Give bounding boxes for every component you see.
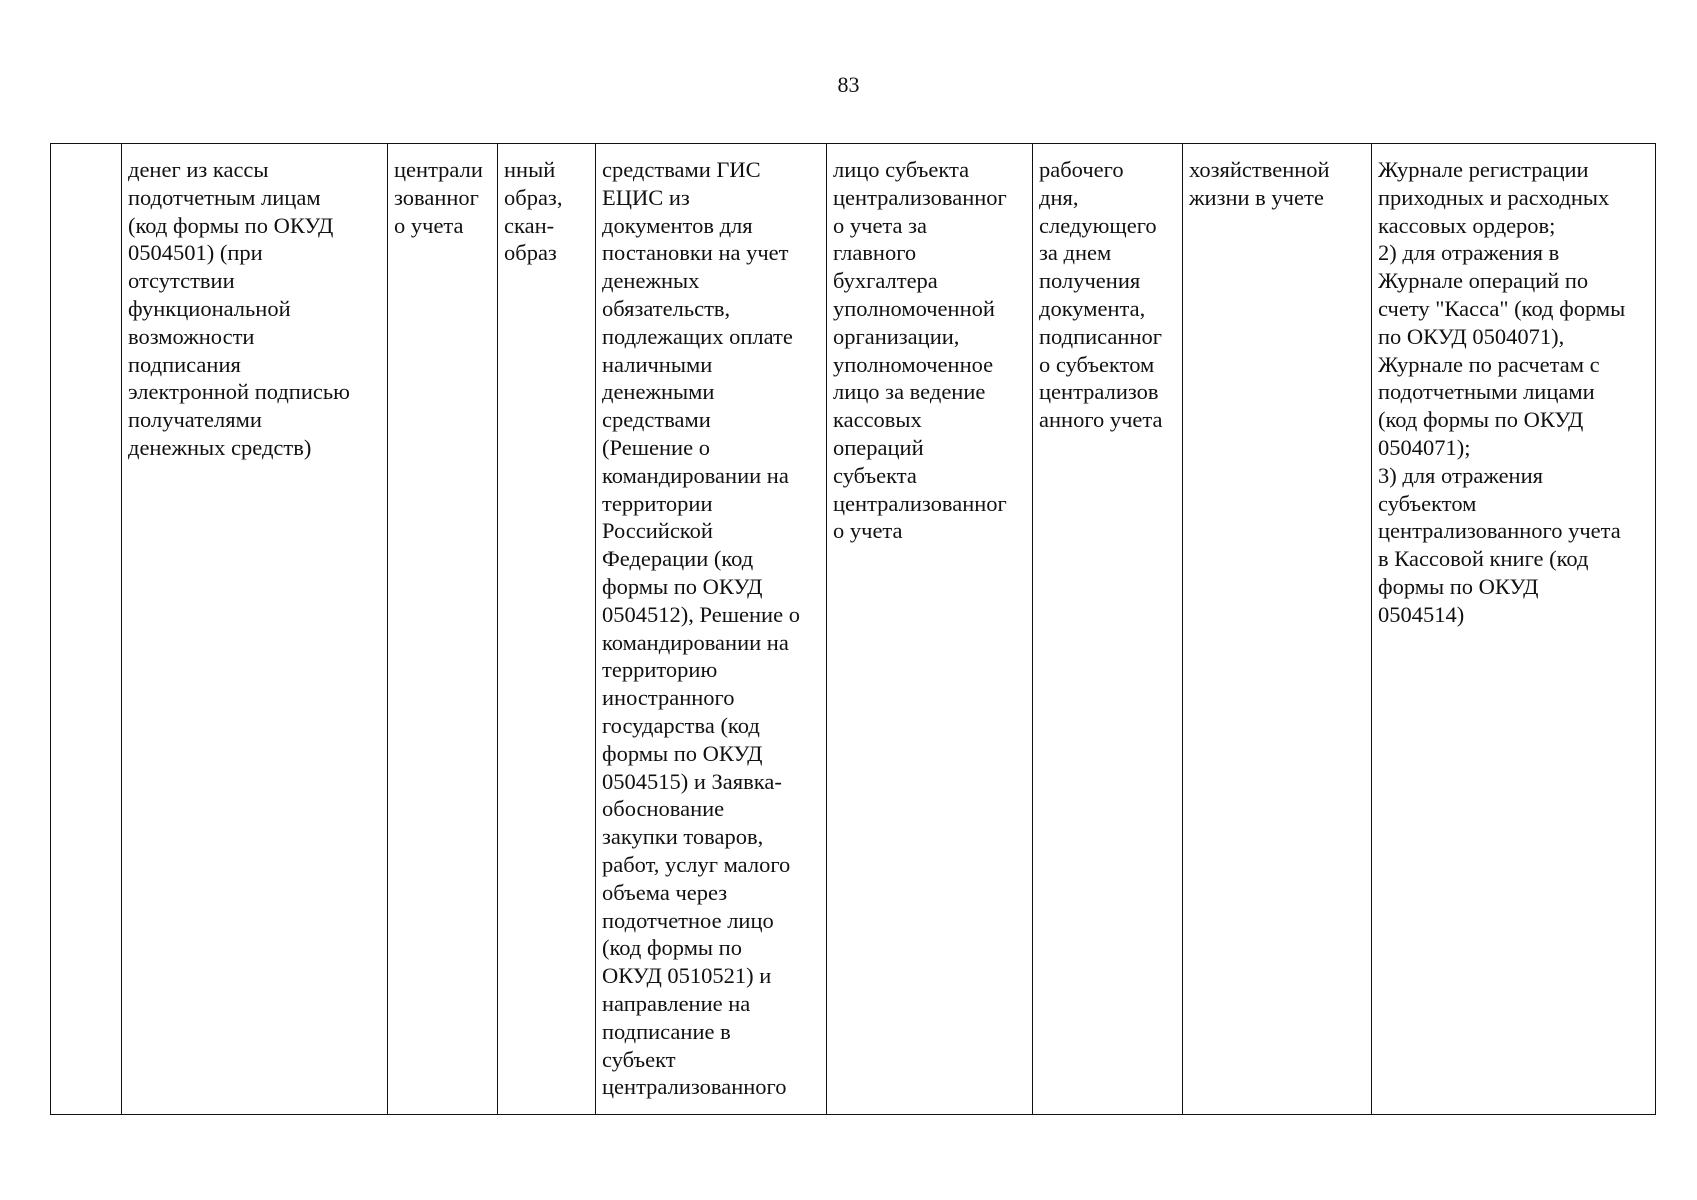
document-table <box>50 143 1656 1115</box>
table-row <box>51 144 1656 1115</box>
table-cell-format: нный образ, скан- образ <box>498 144 596 1115</box>
table-cell-registers: Журнале регистрации приходных и расходных кассовых ордеров; 2) для отражения в Журнале операций по счету "Касса" (код формы по ОКУД 0504071), Журнале по расчетам с подотчетными лицами (код формы по ОКУД 0504071); 3) для отражения субъектом централизованного учета в Кассовой книге (код формы по ОКУД 0504514) <box>1372 144 1656 1115</box>
table-cell-fact: хозяйственной жизни в учете <box>1183 144 1372 1115</box>
page-number: 83 <box>837 72 860 97</box>
table-cell-method: средствами ГИС ЕЦИС из документов для постановки на учет денежных обязательств, подлежащих оплате наличными денежными средствами (Решение о командировании на территории Российской Федерации (код формы по ОКУД 0504512), Решение о командировании на территорию иностранного государства (код формы по ОКУД 0504515) и Заявка- обоснование закупки товаров, работ, услуг малого объема через подотчетное лицо (код формы по ОКУД 0510521) и направление на подписание в субъект централизованного <box>596 144 827 1115</box>
table-cell-index <box>51 144 122 1115</box>
table-cell-document: денег из кассы подотчетным лицам (код формы по ОКУД 0504501) (при отсутствии функциональной возможности подписания электронной подписью получателями денежных средств) <box>122 144 388 1115</box>
table-cell-deadline: рабочего дня, следующего за днем получения документа, подписанног о субъектом централизов анного учета <box>1033 144 1183 1115</box>
table-cell-source: централи зованног о учета <box>388 144 498 1115</box>
table-cell-responsible: лицо субъекта централизованног о учета за главного бухгалтера уполномоченной организации, уполномоченное лицо за ведение кассовых операций субъекта централизованног о учета <box>827 144 1033 1115</box>
